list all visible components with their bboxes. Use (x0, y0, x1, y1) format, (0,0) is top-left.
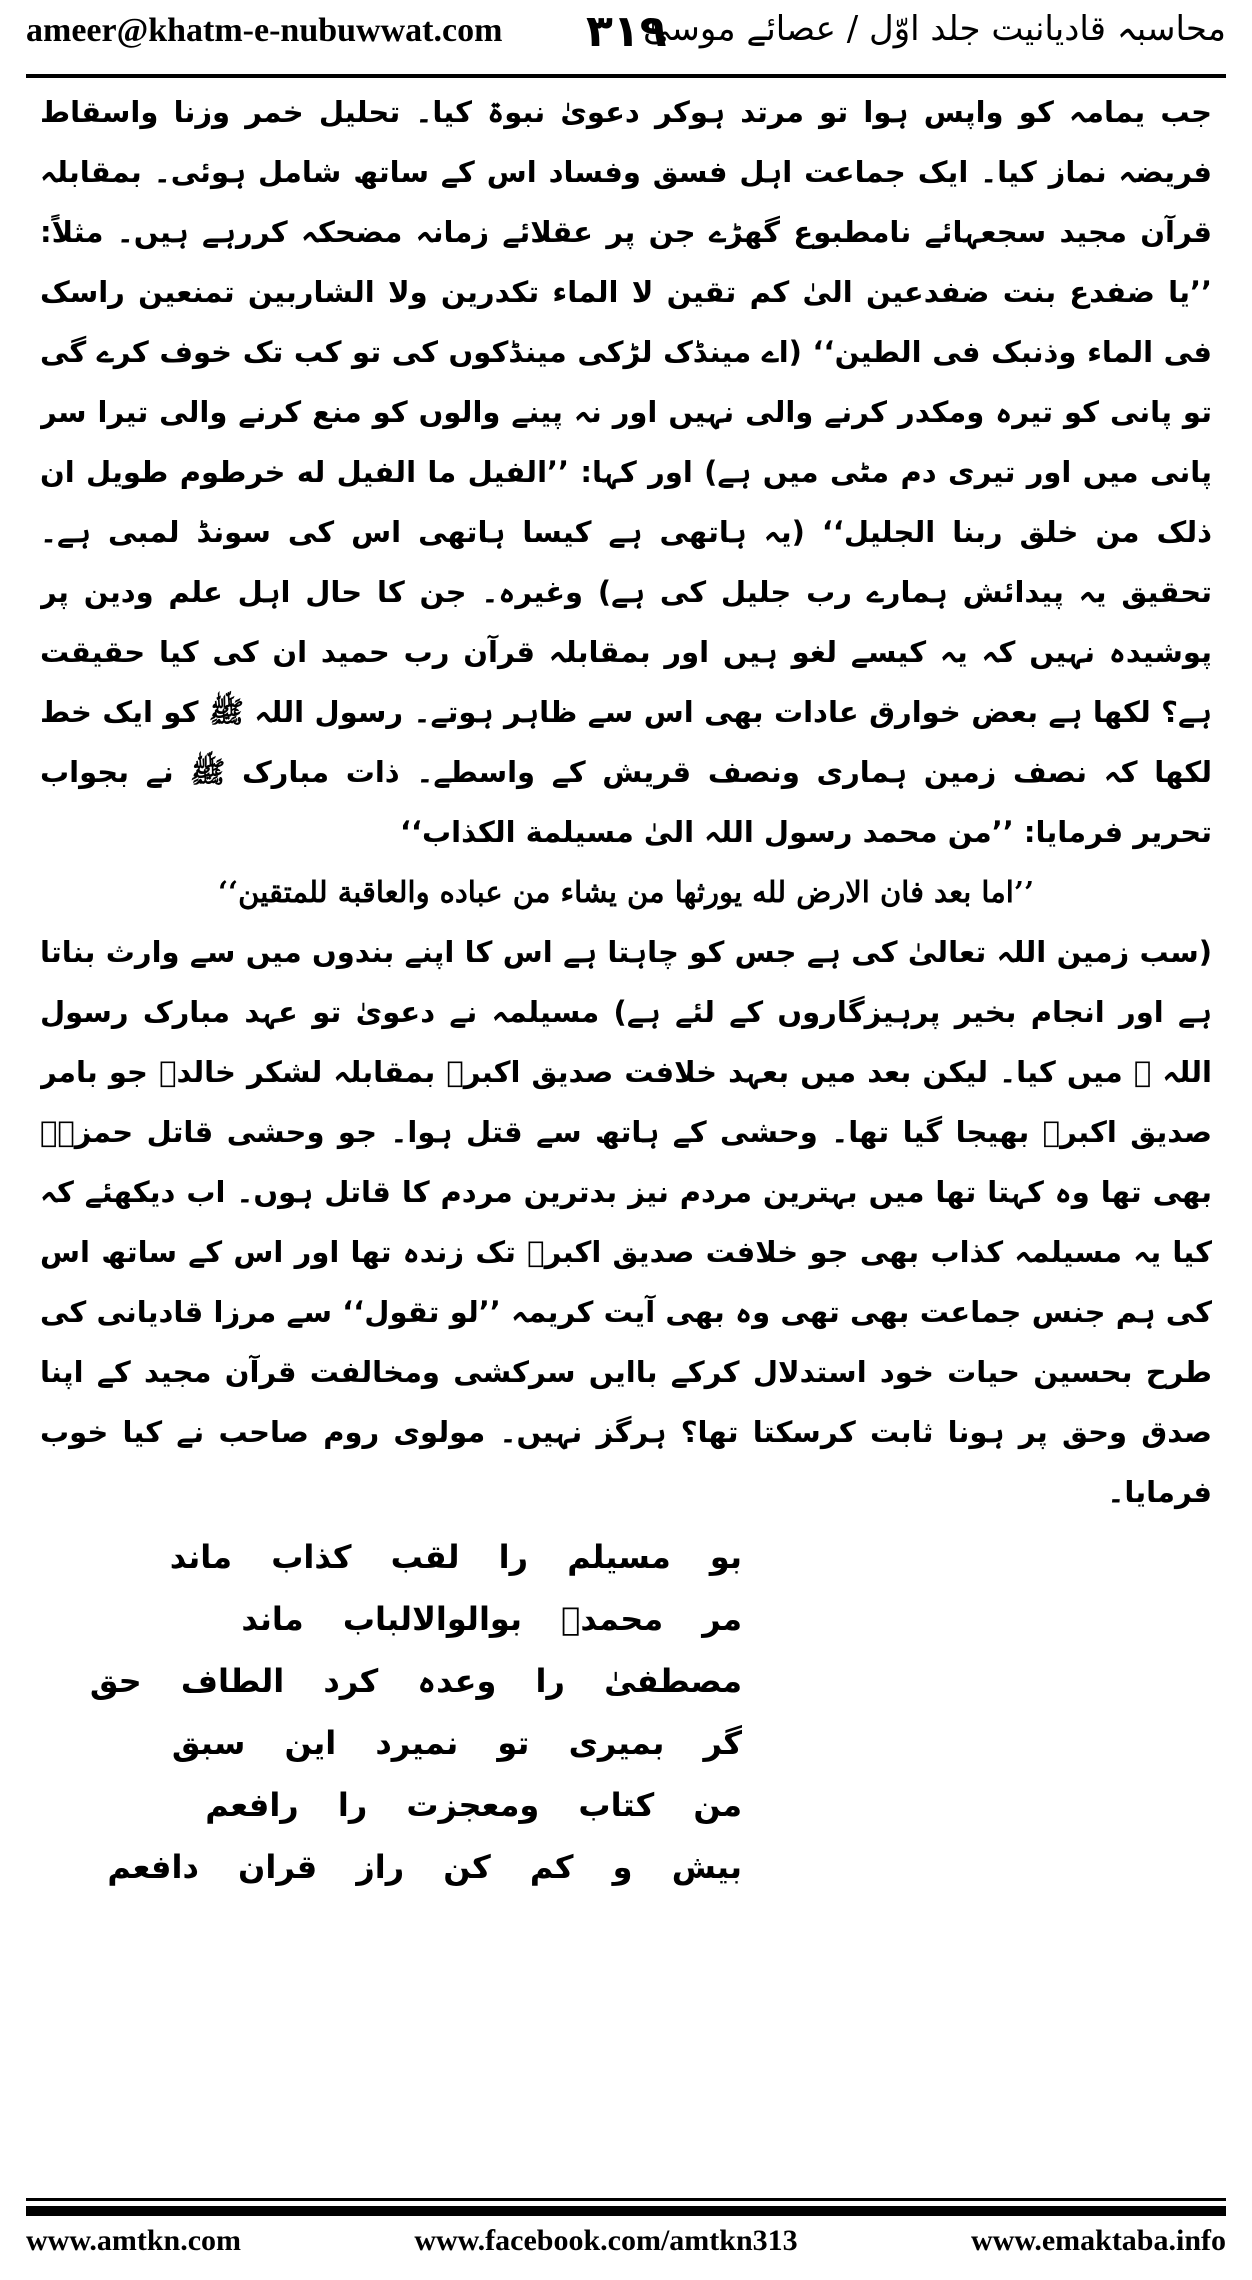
page-footer (26, 2224, 1226, 2268)
footer-link-amtkn[interactable]: www.amtkn.com (26, 2224, 241, 2257)
header-email: ameer@khatm-e-nubuwwat.com (26, 12, 503, 49)
footer-link-emaktaba[interactable]: www.emaktaba.info (970, 2224, 1226, 2257)
footer-rule-thin (26, 2198, 1226, 2201)
poem-line: مصطفیٰ را وعدہ کرد الطاف حق (89, 1662, 742, 1700)
page-number: ٣١٩ (586, 6, 667, 57)
footer-rule-thick (26, 2206, 1226, 2216)
header-rule (26, 74, 1226, 78)
paragraph-1: جب یمامہ کو واپس ہوا تو مرتد ہوکر دعویٰ نبوۃ کیا۔ تحلیل خمر وزنا واسقاط فریضہ نماز کیا۔ ایک جماعت اہل فسق وفساد اس کے ساتھ شامل ہوئی۔ بمقابلہ قرآن مجید سجعہائے نامطبوع گھڑے جن پر عقلائے زمانہ مضحکہ کررہے ہیں۔ مثلاً: ’’یا ضفدع بنت ضفدعین الیٰ کم تقین لا الماء تکدرین ولا الشاربین تمنعین راسک فی الماء وذنبک فی الطین‘‘ (اے مینڈک لڑکی مینڈکوں کی تو کب تک خوف کرے گی تو پانی کو تیرہ ومکدر کرنے والی نہیں اور نہ پینے والوں کو منع کرنے والی تیرا سر پانی میں اور تیری دم مٹی میں ہے) اور کہا: ’’الفیل ما الفیل له خرطوم طویل ان ذلک من خلق ربنا الجلیل‘‘ (یہ ہاتھی ہے کیسا ہاتھی اس کی سونڈ لمبی ہے۔ تحقیق یہ پیدائش ہمارے رب جلیل کی ہے) وغیرہ۔ جن کا حال اہل علم ودین پر پوشیدہ نہیں کہ یہ کیسے لغو ہیں اور بمقابلہ قرآن رب حمید ان کی کیا حقیقت ہے؟ لکھا ہے بعض خوارق عادات بھی اس سے ظاہر ہوتے۔ رسول اللہ ﷺ کو ایک خط لکھا کہ نصف زمین ہماری ونصف قریش کے واسطے۔ ذات مبارک ﷺ نے بجواب تحریر فرمایا: ’’من محمد رسول اللہ الیٰ مسیلمة الکذاب‘‘ (40, 95, 1212, 849)
page-header (26, 8, 1226, 70)
footer-link-facebook[interactable]: www.facebook.com/amtkn313 (414, 2224, 798, 2257)
poem-line: من کتاب ومعجزت را رافعم (205, 1786, 742, 1824)
poem-line: مر محمدؐ بوالوالالباب ماند (241, 1600, 742, 1638)
persian-poem (40, 1526, 1212, 1898)
page-body (40, 82, 1212, 2187)
poem-line: گر بمیری تو نمیرد این سبق (171, 1724, 742, 1762)
book-title: محاسبہ قادیانیت جلد اوّل / عصائے موسیٰ (643, 9, 1226, 49)
poem-line: بو مسیلم را لقب کذاب ماند (169, 1538, 742, 1576)
poem-line: بیش و کم کن راز قران دافعم (107, 1848, 742, 1886)
paragraph-2: (سب زمین اللہ تعالیٰ کی ہے جس کو چاہتا ہے اس کا اپنے بندوں میں سے وارث بناتا ہے اور انجام بخیر پرہیزگاروں کے لئے ہے) مسیلمہ نے دعویٰ تو عہد مبارک رسول اللہ ﷺ میں کیا۔ لیکن بعد میں بعہد خلافت صدیق اکبرؓ بمقابلہ لشکر خالدؓ جو بامر صدیق اکبرؓ بھیجا گیا تھا۔ وحشی کے ہاتھ سے قتل ہوا۔ جو وحشی قاتل حمزہؓ بھی تھا وہ کہتا تھا میں بہترین مردم نیز بدترین مردم کا قاتل ہوں۔ اب دیکھئے کہ کیا یہ مسیلمہ کذاب بھی جو خلافت صدیق اکبرؓ تک زندہ تھا اور اس کے ساتھ اس کی ہم جنس جماعت بھی تھی وہ بھی آیت کریمہ ’’لو تقول‘‘ سے مرزا قادیانی کی طرح بحسین حیات خود استدلال کرکے باایں سرکشی ومخالفت قرآن مجید کے اپنا صدق وحق پر ہونا ثابت کرسکتا تھا؟ ہرگز نہیں۔ مولوی روم صاحب نے کیا خوب فرمایا۔ (40, 935, 1212, 1509)
arabic-quote: ’’اما بعد فان الارض لله یورثها من یشاء من عباده والعاقبة للمتقین‘‘ (217, 875, 1035, 909)
